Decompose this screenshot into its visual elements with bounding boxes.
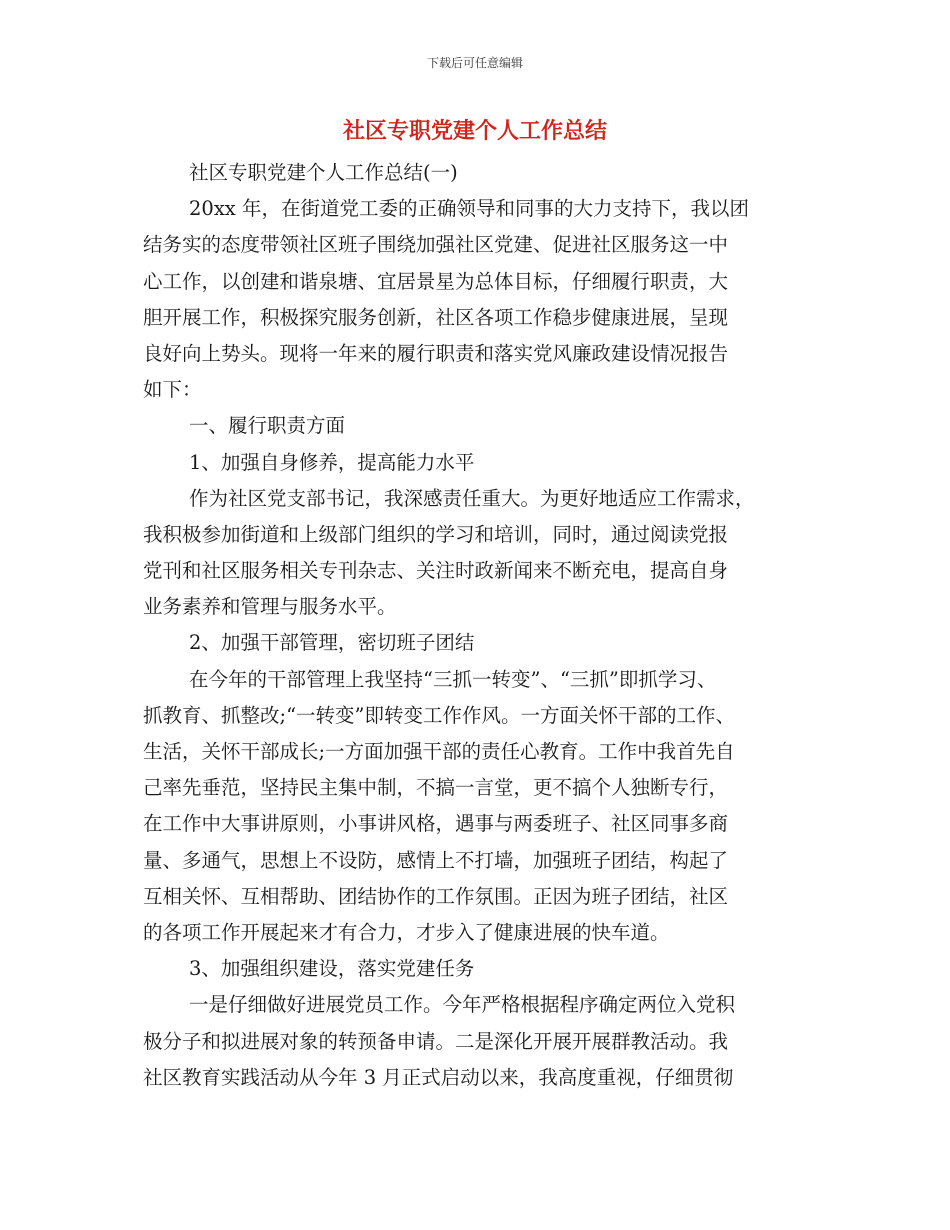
text-line: 在今年的干部管理上我坚持“三抓一转变”、“三抓”即抓学习、 xyxy=(189,667,717,691)
text-line: 的各项工作开展起来才有合力，才步入了健康进展的快车道。 xyxy=(143,920,670,944)
text-line: 胆开展工作，积极探究服务创新，社区各项工作稳步健康进展，呈现 xyxy=(143,305,729,329)
text-line: 业务素养和管理与服务水平。 xyxy=(143,595,397,619)
text-line: 量、多通气，思想上不设防，感情上不打墙，加强班子团结，构起了 xyxy=(143,848,729,872)
text-line: 在工作中大事讲原则，小事讲风格，遇事与两委班子、社区同事多商 xyxy=(143,812,729,836)
text-line: 结务实的态度带领社区班子围绕加强社区党建、促进社区服务这一中 xyxy=(143,233,729,257)
text-line: 2、加强干部管理，密切班子团结 xyxy=(189,631,475,655)
document-body xyxy=(143,155,823,1096)
text-line: 心工作，以创建和谐泉塘、宜居景星为总体目标，仔细履行职责，大 xyxy=(143,269,729,293)
header-note: 下载后可任意编辑 xyxy=(426,56,523,70)
text-line: 3、加强组织建设，落实党建任务 xyxy=(189,957,475,981)
text-line: 如下： xyxy=(143,378,202,402)
text-line: 社区专职党建个人工作总结(一) xyxy=(189,161,458,184)
text-line: 社区教育实践活动从今年 3 月正式启动以来，我高度重视，仔细贯彻 xyxy=(143,1065,734,1089)
document-title: 社区专职党建个人工作总结 xyxy=(342,119,607,144)
text-line: 生活，关怀干部成长;一方面加强干部的责任心教育。工作中我首先自 xyxy=(143,740,735,763)
text-line: 一、履行职责方面 xyxy=(189,414,346,438)
text-line: 党刊和社区服务相关专刊杂志、关注时政新闻来不断充电，提高自身 xyxy=(143,559,729,583)
text-line: 1、加强自身修养，提高能力水平 xyxy=(189,450,475,474)
text-line: 良好向上势头。现将一年来的履行职责和落实党风廉政建设情况报告 xyxy=(143,341,729,365)
text-line: 作为社区党支部书记，我深感责任重大。为更好地适应工作需求， xyxy=(189,486,755,510)
text-line: 己率先垂范，坚持民主集中制，不搞一言堂，更不搞个人独断专行， xyxy=(143,776,729,800)
text-line: 20xx 年，在街道党工委的正确领导和同事的大力支持下，我以团 xyxy=(189,197,750,221)
text-line: 抓教育、抓整改;“一转变”即转变工作作风。一方面关怀干部的工作、 xyxy=(143,703,736,727)
text-line: 我积极参加街道和上级部门组织的学习和培训，同时，通过阅读党报 xyxy=(143,522,729,546)
text-line: 极分子和拟进展对象的转预备申请。二是深化开展开展群教活动。我 xyxy=(143,1029,729,1053)
text-line: 一是仔细做好进展党员工作。今年严格根据程序确定两位入党积 xyxy=(189,993,736,1017)
text-line: 互相关怀、互相帮助、团结协作的工作氛围。正因为班子团结，社区 xyxy=(143,884,729,908)
